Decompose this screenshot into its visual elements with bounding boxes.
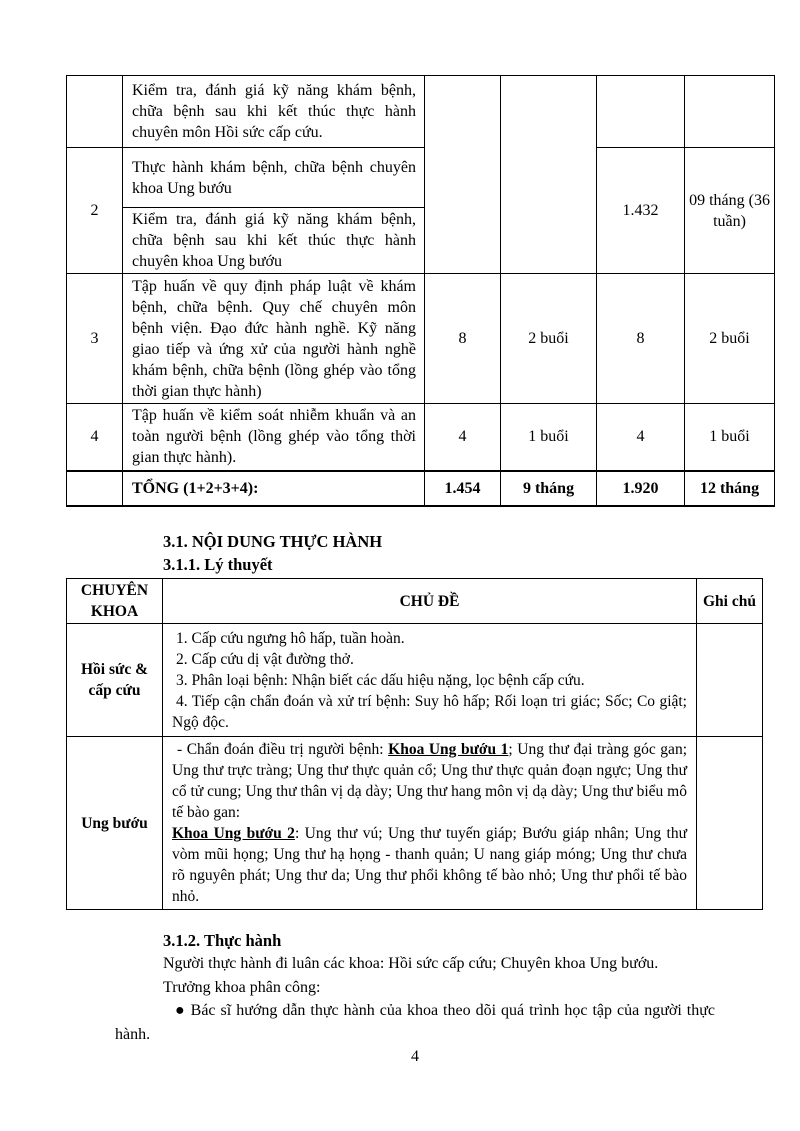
table-header-row <box>67 579 763 624</box>
row-number-cell: 4 <box>67 404 123 471</box>
total-row <box>67 471 775 506</box>
table-row <box>67 404 775 471</box>
theory-content-table <box>66 578 763 910</box>
activity-cell: Kiểm tra, đánh giá kỹ năng khám bệnh, chữa bệnh sau khi kết thúc thực hành chuyên khoa Ung bướu <box>123 208 425 274</box>
hours-cell: 1.432 <box>597 148 685 274</box>
topics-cell <box>163 624 697 737</box>
duration-cell: 1 buổi <box>685 404 775 471</box>
specialty-cell: Ung bướu <box>67 737 163 910</box>
table-row <box>67 737 763 910</box>
duration-cell-empty <box>501 76 597 274</box>
hours-cell: 8 <box>425 274 501 404</box>
hours-cell-empty <box>597 76 685 148</box>
specialty-header-cell: CHUYÊN KHOA <box>67 579 163 624</box>
body-text <box>115 952 715 1046</box>
total-label-cell: TỔNG (1+2+3+4): <box>123 471 425 506</box>
total-hours-cell: 1.920 <box>597 471 685 506</box>
department-name: Khoa Ung bướu 1 <box>388 741 509 758</box>
bullet-paragraph: ● Bác sĩ hướng dẫn thực hành của khoa theo dõi quá trình học tập của người thực hành. <box>115 1002 715 1043</box>
hours-cell: 8 <box>597 274 685 404</box>
hours-cell-empty <box>425 76 501 274</box>
topic-paragraph <box>172 823 687 907</box>
note-cell <box>697 737 763 910</box>
duration-cell: 1 buổi <box>501 404 597 471</box>
row-number-cell <box>67 471 123 506</box>
section-heading-3-1-2: 3.1.2. Thực hành <box>163 931 282 950</box>
topic-item: 2. Cấp cứu dị vật đường thở. <box>176 650 354 668</box>
activity-cell: Tập huấn về kiểm soát nhiễm khuẩn và an toàn người bệnh (lồng ghép vào tổng thời gian thực hành). <box>123 404 425 471</box>
activity-cell: Thực hành khám bệnh, chữa bệnh chuyên khoa Ung bướu <box>123 148 425 208</box>
topic-text: - Chẩn đoán điều trị người bệnh: <box>177 741 389 758</box>
table-row <box>67 624 763 737</box>
duration-cell: 09 tháng (36 tuần) <box>685 148 775 274</box>
practice-schedule-table <box>66 75 775 507</box>
topic-item: 3. Phân loại bệnh: Nhận biết các dấu hiệu nặng, lọc bệnh cấp cứu. <box>176 671 585 689</box>
hours-cell: 4 <box>597 404 685 471</box>
topic-text: ; Ung thư đại tràng góc gan; Ung thư trực tràng; Ung thư thực quản cổ; Ung thư thực quản đoạn ngực; Ung thư cổ tử cung; Ung thư thân vị dạ dày; Ung thư hang môn vị dạ dày; Ung thư biểu mô tế bào gan: <box>172 741 687 821</box>
table-row <box>67 148 775 208</box>
section-heading-3-1-1: 3.1.1. Lý thuyết <box>163 555 273 574</box>
topics-cell <box>163 737 697 910</box>
table-row <box>67 274 775 404</box>
duration-cell-empty <box>685 76 775 148</box>
total-duration-cell: 12 tháng <box>685 471 775 506</box>
table-row <box>67 76 775 148</box>
topic-paragraph <box>172 739 687 823</box>
duration-cell: 2 buổi <box>501 274 597 404</box>
row-number-cell: 2 <box>67 148 123 274</box>
note-header-cell: Ghi chú <box>697 579 763 624</box>
note-cell <box>697 624 763 737</box>
row-number-cell: 3 <box>67 274 123 404</box>
page-number: 4 <box>411 1048 419 1065</box>
total-duration-cell: 9 tháng <box>501 471 597 506</box>
department-name: Khoa Ung bướu 2 <box>172 825 295 842</box>
activity-cell: Tập huấn về quy định pháp luật về khám bệnh, chữa bệnh. Quy chế chuyên môn bệnh viện. Đạo đức hành nghề. Kỹ năng giao tiếp và ứng xử của người hành nghề khám bệnh, chữa bệnh (lồng ghép vào tổng thời gian thực hành) <box>123 274 425 404</box>
specialty-cell: Hồi sức & cấp cứu <box>67 624 163 737</box>
topic-item: 4. Tiếp cận chẩn đoán và xử trí bệnh: Suy hô hấp; Rối loạn tri giác; Sốc; Co giật; Ngộ độc. <box>172 692 687 731</box>
paragraph: Trưởng khoa phân công: <box>163 978 321 996</box>
paragraph: Người thực hành đi luân các khoa: Hồi sức cấp cứu; Chuyên khoa Ung bướu. <box>163 955 659 972</box>
topic-text: : Ung thư vú; Ung thư tuyến giáp; Bướu giáp nhân; Ung thư vòm mũi họng; Ung thư hạ họng - thanh quản; U nang giáp móng; Ung thư chưa rõ nguyên phát; Ung thư da; Ung thư phổi không tế bào nhỏ; Ung thư phổi tế bào nhỏ. <box>172 825 687 905</box>
section-heading-3-1: 3.1. NỘI DUNG THỰC HÀNH <box>163 532 383 551</box>
hours-cell: 4 <box>425 404 501 471</box>
row-number-cell <box>67 76 123 148</box>
duration-cell: 2 buổi <box>685 274 775 404</box>
activity-cell: Kiểm tra, đánh giá kỹ năng khám bệnh, chữa bệnh sau khi kết thúc thực hành chuyên môn Hồi sức cấp cứu. <box>123 76 425 148</box>
total-hours-cell: 1.454 <box>425 471 501 506</box>
topic-item: 1. Cấp cứu ngưng hô hấp, tuần hoàn. <box>176 629 405 647</box>
topic-header-cell: CHỦ ĐỀ <box>163 579 697 624</box>
